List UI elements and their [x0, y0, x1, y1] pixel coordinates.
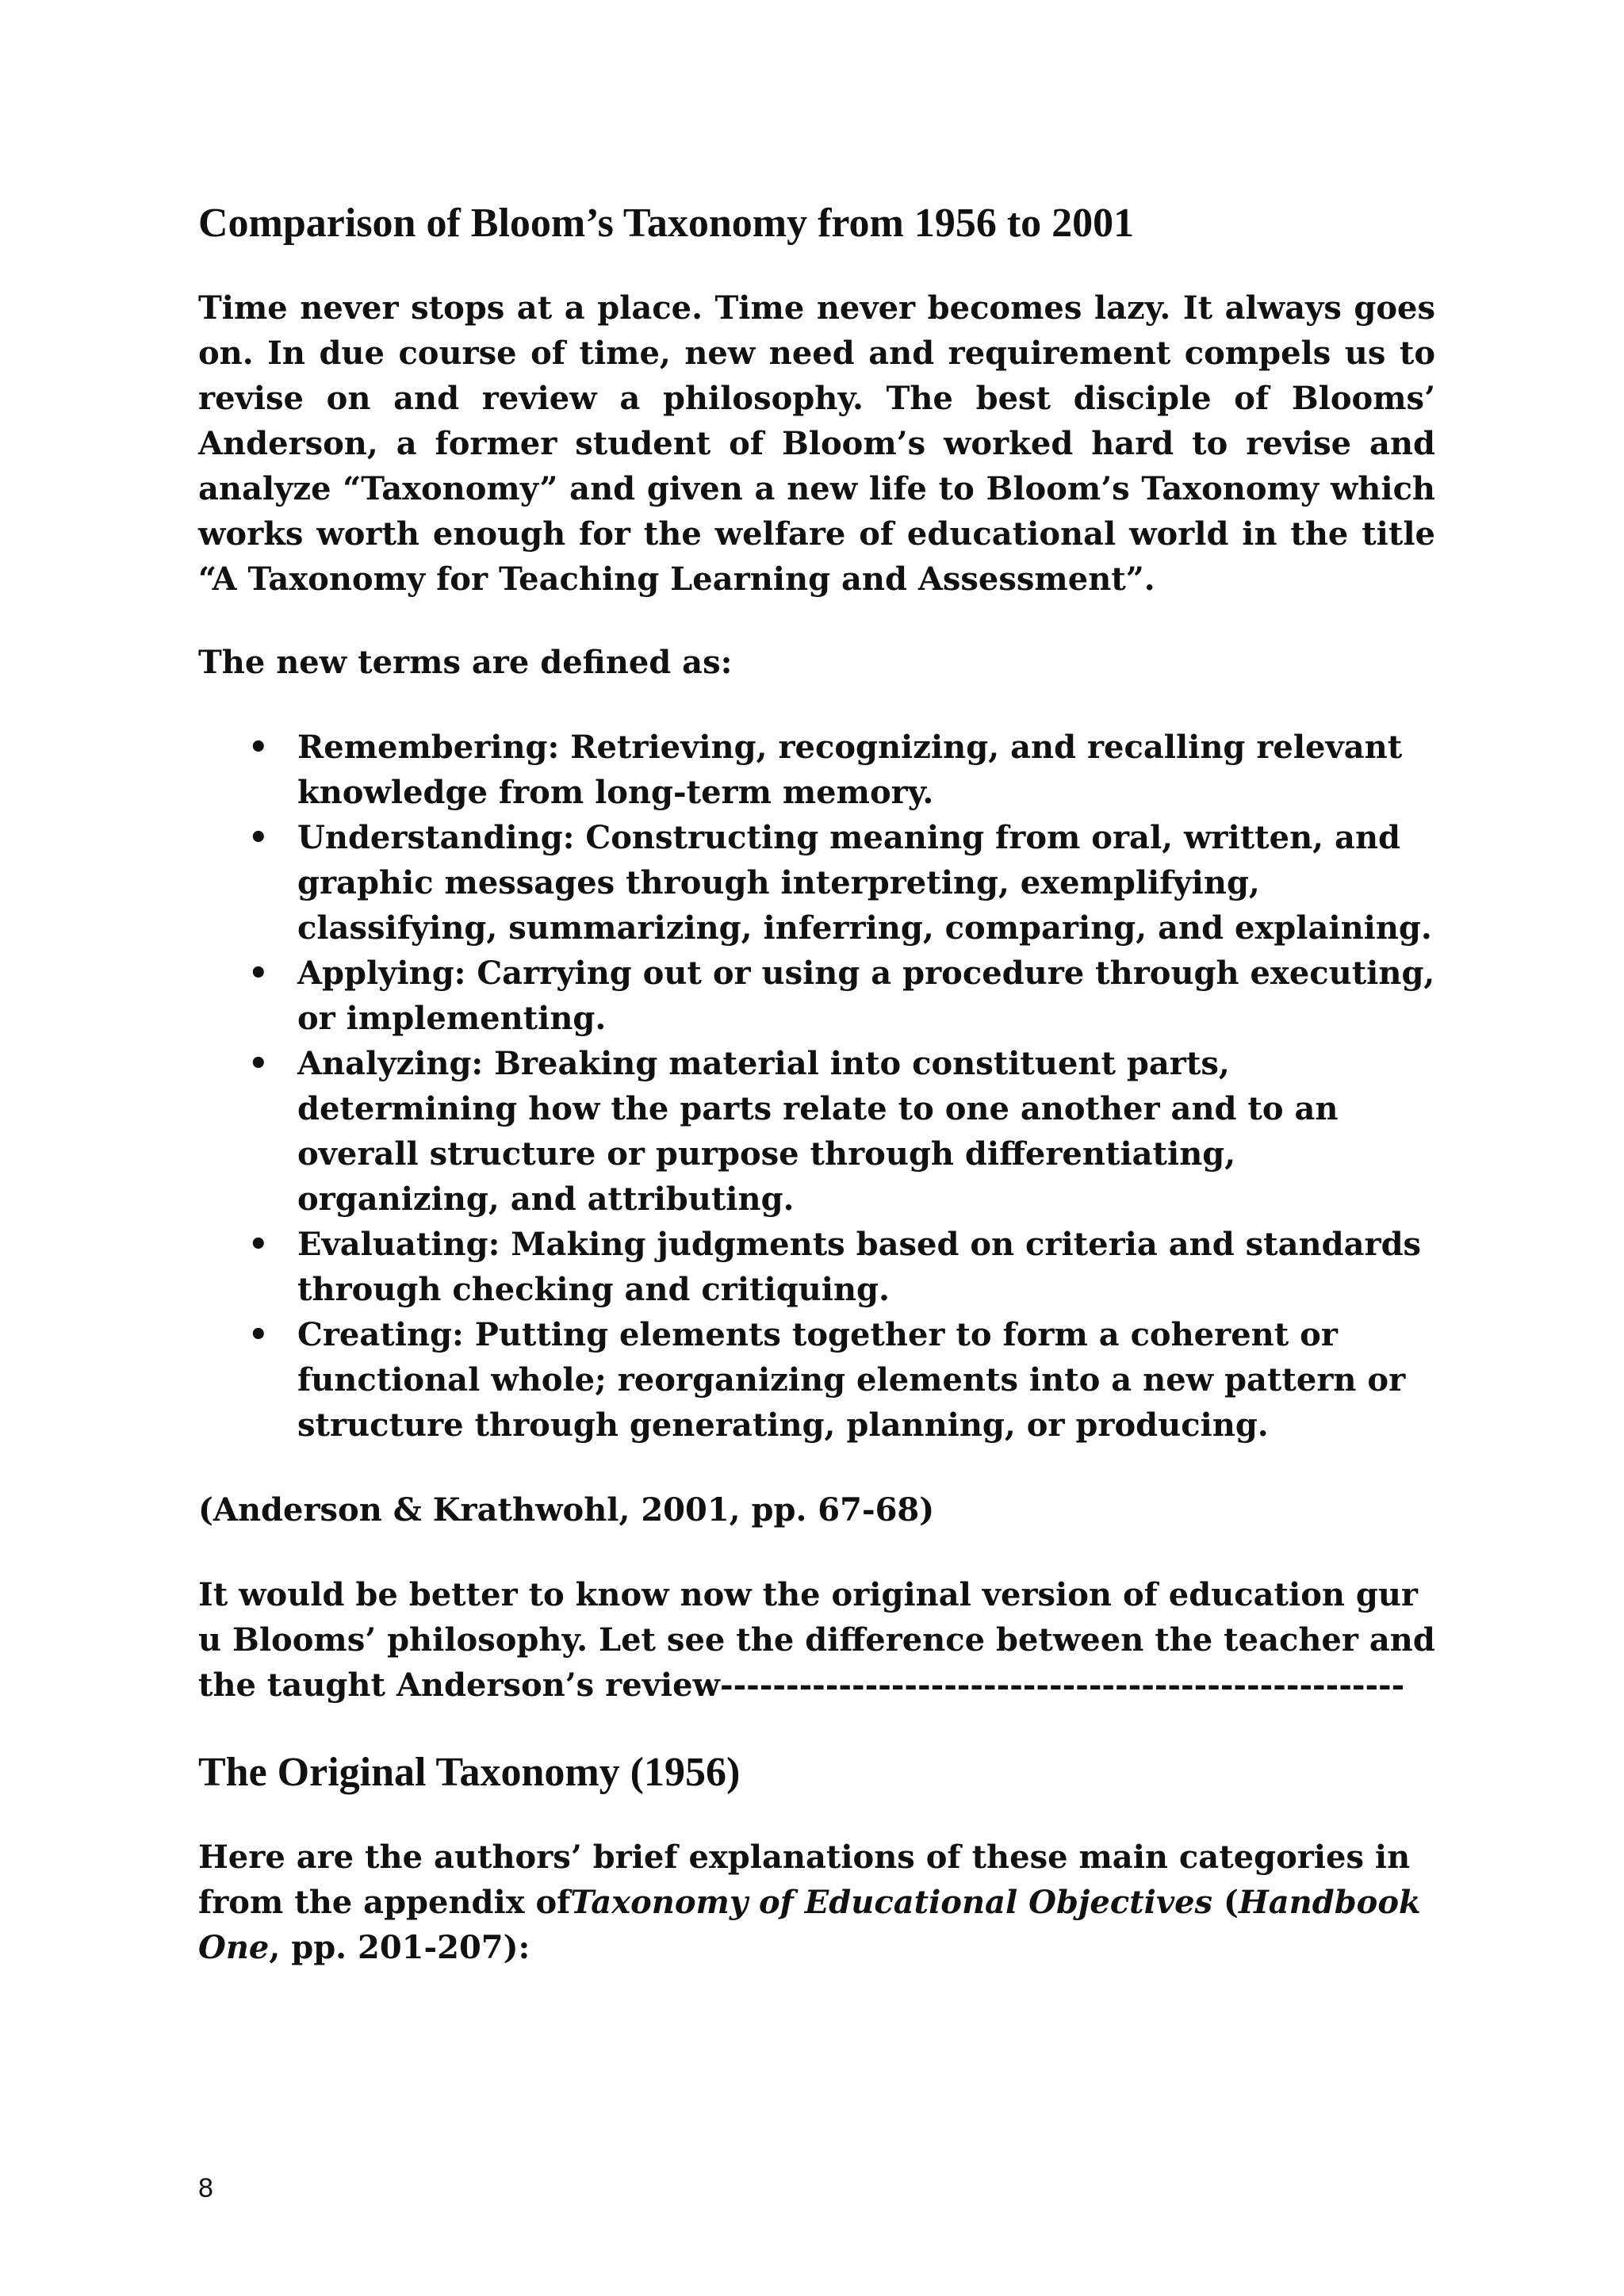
list-item: [248, 1041, 1435, 1222]
bullet-icon: •: [248, 955, 269, 992]
citation: (Anderson & Krathwohl, 2001, pp. 67-68): [198, 1491, 935, 1529]
page-number: 8: [198, 2173, 213, 2203]
term-text: Applying: Carrying out or using a procedure through executing, or implementing.: [297, 955, 1435, 1037]
document-page: [198, 198, 1435, 1970]
list-item: [248, 725, 1435, 815]
bullet-icon: •: [248, 729, 269, 766]
term-text: Evaluating: Making judgments based on criteria and standards through checking and critiquing.: [297, 1226, 1422, 1308]
terms-list: [198, 725, 1435, 1448]
bullet-icon: •: [248, 1045, 269, 1082]
bullet-icon: •: [248, 1226, 269, 1263]
bullet-icon: •: [248, 819, 269, 856]
comparison-paragraph: It would be better to know now the original version of education guru Blooms’ philosophy. Let see the difference between the teacher and the taught Anderson’s review----------------------------------------------------: [198, 1576, 1435, 1704]
book-title: Taxonomy of Educational Objectives: [570, 1884, 1213, 1921]
list-item: [248, 1312, 1435, 1448]
page-title: Comparison of Bloom’s Taxonomy from 1956 to 2001: [198, 201, 1135, 246]
list-item: [248, 815, 1435, 951]
section-heading: The Original Taxonomy (1956): [198, 1750, 741, 1795]
intro-paragraph: Time never stops at a place. Time never becomes lazy. It always goes on. In due course of time, new need and requirement compels us to revise on and review a philosophy. The best disciple of Blooms’ Anderson, a former student of Bloom’s worked hard to revise and analyze “Taxonomy” and given a new life to Bloom’s Taxonomy which works worth enough for the welfare of educational world in the title “A Taxonomy for Teaching Learning and Assessment”.: [198, 289, 1435, 598]
authors-text-open: (: [1212, 1884, 1239, 1921]
authors-paragraph: [198, 1835, 1435, 1970]
term-text: Understanding: Constructing meaning from oral, written, and graphic messages through interpreting, exemplifying, classifying, summarizing, inferring, comparing, and explaining.: [297, 819, 1432, 947]
list-item: [248, 951, 1435, 1041]
term-text: Remembering: Retrieving, recognizing, and recalling relevant knowledge from long-term memory.: [297, 729, 1403, 811]
authors-text-pages: , pp. 201-207):: [269, 1929, 530, 1966]
term-text: Analyzing: Breaking material into constituent parts, determining how the parts relate to one another and to an overall structure or purpose through differentiating, organizing, and attributing.: [297, 1045, 1339, 1218]
handbook-title: Handbook One: [198, 1884, 1421, 1966]
bullet-icon: •: [248, 1316, 269, 1353]
list-item: [248, 1222, 1435, 1312]
new-terms-heading: The new terms are defined as:: [198, 644, 733, 681]
term-text: Creating: Putting elements together to form a coherent or functional whole; reorganizing elements into a new pattern or structure through generating, planning, or producing.: [297, 1316, 1406, 1444]
authors-text: Here are the authors’ brief explanations of these main categories in from the appendix of: [198, 1839, 1411, 1921]
